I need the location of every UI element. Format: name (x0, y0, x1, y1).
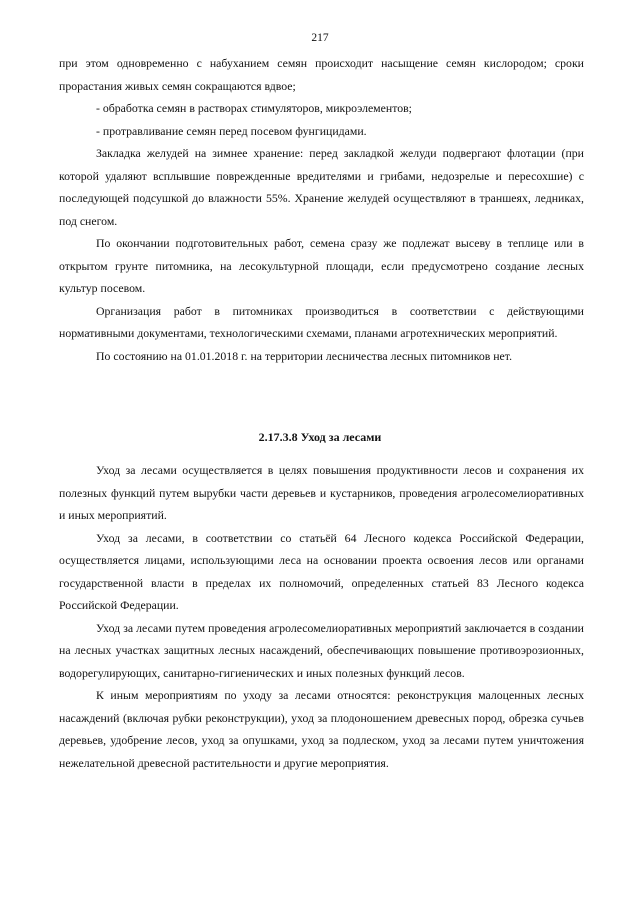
paragraph: К иным мероприятиям по уходу за лесами относятся: реконструкция малоценных лесных насаждений (включая рубки реконструкции), уход за плодоношением древесных пород, обрезка сучьев деревьев, удобрение лесов, уход за опушками, уход за подлеском, уход за лесами путем уничтожения нежелательной древесной растительности и другие мероприятия. (59, 688, 584, 770)
paragraph: Уход за лесами путем проведения агролесомелиоративных мероприятий заключается в создании на лесных участках защитных лесных насаждений, обеспечивающих повышение противоэрозионных, водорегулирующих, санитарно-гигиенических и иных полезных функций лесов. (59, 620, 584, 680)
paragraph: Уход за лесами осуществляется в целях повышения продуктивности лесов и сохранения их полезных функций путем вырубки части деревьев и кустарников, проведения агролесомелиоративных и иных мероприятий. (59, 463, 584, 522)
paragraph: Уход за лесами, в соответствии со статьёй 64 Лесного кодекса Российской Федерации, осуществляется лицами, использующими леса на основании проекта освоения лесов или органами государственной власти в пределах их полномочий, определенных статьей 83 Лесного кодекса Российской Федерации. (59, 530, 584, 612)
paragraph: По окончании подготовительных работ, семена сразу же подлежат высеву в теплице или в открытом грунте питомника, на лесокультурной площади, если предусмотрено создание лесных культур посевом. (59, 236, 584, 295)
section-forest-nursery-text (59, 52, 584, 367)
paragraph: По состоянию на 01.01.2018 г. на территории лесничества лесных питомников нет. (96, 348, 513, 363)
section-heading: 2.17.3.8 Уход за лесами (258, 430, 382, 444)
paragraph: при этом одновременно с набуханием семян происходит насыщение семян кислородом; сроки прорастания живых семян сокращаются вдвое; (59, 56, 584, 93)
paragraph: Закладка желудей на зимнее хранение: перед закладкой желуди подвергают флотации (при которой удаляют всплывшие поврежденные вредителями и грибами, недозрелые и пересохшие) с последующей подсушкой до влажности 55%. Хранение желудей осуществляют в траншеях, ледниках, под снегом. (59, 146, 584, 228)
list-item: - протравливание семян перед посевом фунгицидами. (96, 123, 367, 138)
paragraph: Организация работ в питомниках производиться в соответствии с действующими нормативными документами, технологическими схемами, планами агротехнических мероприятий. (59, 303, 584, 340)
list-item: - обработка семян в растворах стимуляторов, микроэлементов; (96, 101, 412, 115)
page-number: 217 (311, 32, 329, 44)
section-forest-care-text (59, 459, 584, 774)
